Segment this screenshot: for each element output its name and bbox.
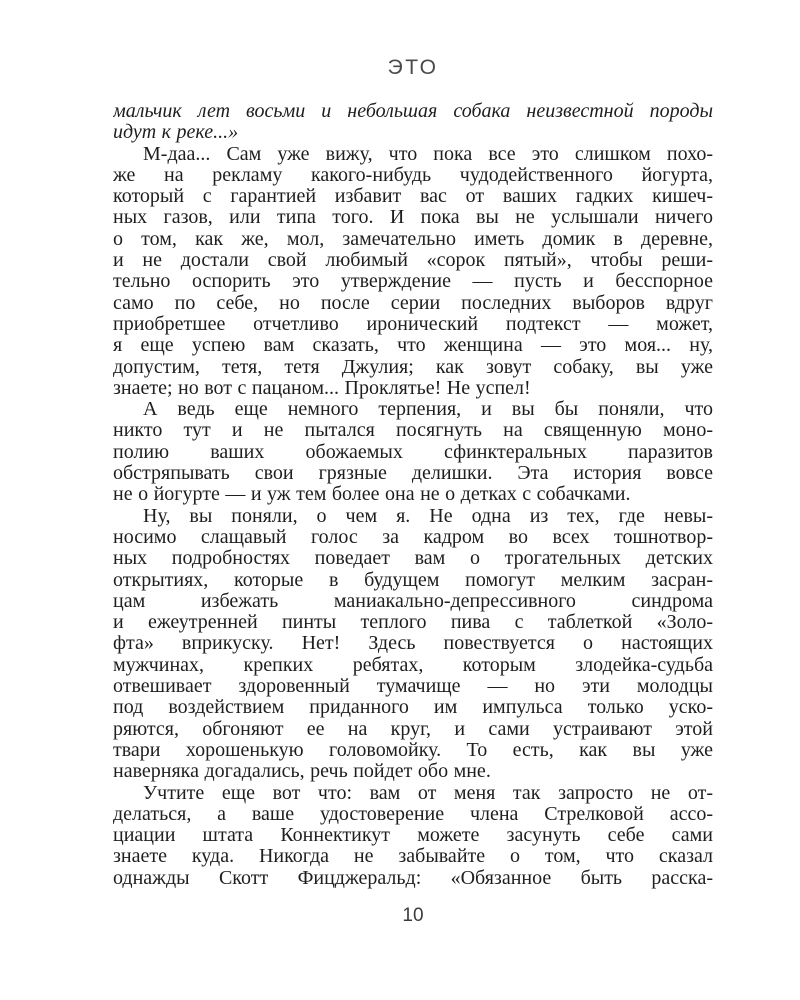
text-line: обстряпывать свои грязные делишки. Эта история вовсе xyxy=(113,463,713,485)
text-line: знаете; но вот с пацаном... Проклятье! Не успел! xyxy=(113,377,531,399)
text-line: знаете куда. Никогда не забывайте о том, что сказал xyxy=(113,846,713,868)
text-line: и не достали свой любимый «сорок пятый», чтобы реши- xyxy=(113,250,713,272)
text-line: А ведь еще немного терпения, и вы бы поняли, что xyxy=(143,399,713,421)
text-line: Ну, вы поняли, о чем я. Не одна из тех, где невы- xyxy=(143,505,713,527)
paragraph xyxy=(113,506,713,783)
text-line: мужчинах, крепких ребятах, которым злодейка-судьба xyxy=(113,654,713,676)
text-line: который с гарантией избавит вас от ваших гадких кишеч- xyxy=(113,186,713,208)
text-line: же на рекламу какого-нибудь чудодейственного йогурта, xyxy=(113,164,713,186)
text-line: под воздействием приданного им импульса только уско- xyxy=(113,697,713,719)
text-line: не о йогурте — и уж тем более она не о детках с собачками. xyxy=(113,484,631,506)
text-line: о том, как же, мол, замечательно иметь домик в деревне, xyxy=(113,228,713,250)
text-line: ных газов, или типа того. И пока вы не услышали ничего xyxy=(113,207,713,229)
text-line: наверняка догадались, речь пойдет обо мне. xyxy=(113,761,491,783)
text-line: ряются, обгоняют ее на круг, и сами устраивают этой xyxy=(113,718,713,740)
text-line: открытиях, которые в будущем помогут мелким засран- xyxy=(113,569,713,591)
text-line: никто тут и не пытался посягнуть на священную моно- xyxy=(113,420,713,442)
paragraph xyxy=(113,783,713,889)
text-line: отвешивает здоровенный тумачище — но эти молодцы xyxy=(113,676,713,698)
text-line: фта» вприкуску. Нет! Здесь повествуется о настоящих xyxy=(113,633,713,655)
text-line: Учтите еще вот что: вам от меня так запросто не от- xyxy=(143,782,713,804)
page-number: 10 xyxy=(402,905,424,926)
text-line: полию ваших обожаемых сфинктеральных паразитов xyxy=(113,441,713,463)
text-line: циации штата Коннектикут можете засунуть себе сами xyxy=(113,825,713,847)
text-line: я еще успею вам сказать, что женщина — это моя... ну, xyxy=(113,335,713,357)
text-line: делаться, а ваше удостоверение члена Стрелковой ассо- xyxy=(113,803,713,825)
text-line: само по себе, но после серии последних выборов вдруг xyxy=(113,292,713,314)
text-line: цам избежать маниакально-депрессивного синдрома xyxy=(113,590,713,612)
text-line: идут к реке...» xyxy=(113,122,239,144)
text-line: допустим, тетя, тетя Джулия; как зовут собаку, вы уже xyxy=(113,356,713,378)
text-line: и ежеутренней пинты теплого пива с таблеткой «Золо- xyxy=(113,612,713,634)
paragraph xyxy=(113,101,713,144)
text-line: ных подробностях поведает вам о трогательных детских xyxy=(113,548,713,570)
text-block xyxy=(113,101,713,889)
text-line: тельно оспорить это утверждение — пусть и бесспорное xyxy=(113,271,713,293)
paragraph xyxy=(113,144,713,400)
paragraph xyxy=(113,399,713,505)
running-head: ЭТО xyxy=(387,56,439,79)
text-line: приобретшее отчетливо иронический подтекст — может, xyxy=(113,313,713,335)
text-line: твари хорошенькую головомойку. То есть, как вы уже xyxy=(113,739,713,761)
text-line: носимо слащавый голос за кадром во всех тошнотвор- xyxy=(113,526,713,548)
text-line: однажды Скотт Фицджеральд: «Обязанное быть расска- xyxy=(113,867,713,889)
text-line: М-даа... Сам уже вижу, что пока все это слишком похо- xyxy=(143,143,713,165)
text-line: мальчик лет восьми и небольшая собака неизвестной породы xyxy=(113,101,713,122)
